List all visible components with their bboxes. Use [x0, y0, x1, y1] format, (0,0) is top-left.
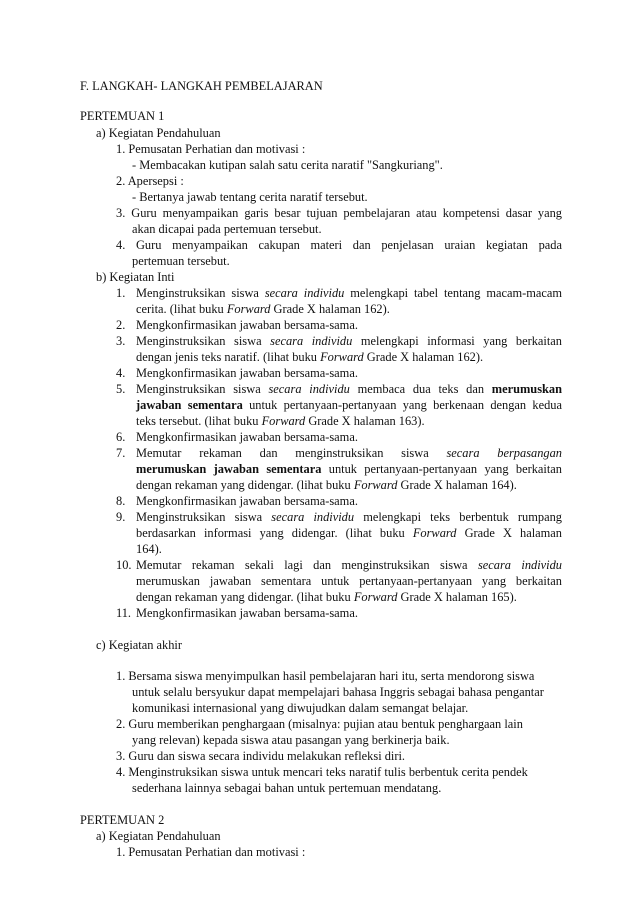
b-item5-line2: jawaban sementara untuk pertanyaan-pertanyaan yang berkenaan dengan kedua	[136, 398, 562, 412]
meeting2-a-title: a) Kegiatan Pendahuluan	[96, 829, 221, 843]
meeting1-c-title: c) Kegiatan akhir	[96, 638, 183, 652]
meeting1-b-title: b) Kegiatan Inti	[96, 270, 175, 284]
b-item3-line1: Menginstruksikan siswa secara individu melengkapi informasi yang berkaitan	[136, 334, 562, 348]
b-item3-line2: dengan jenis teks naratif. (lihat buku Forward Grade X halaman 162).	[136, 350, 484, 364]
meeting1-a-item3-line1: 3. Guru menyampaikan garis besar tujuan pembelajaran atau kompetensi dasar yang	[116, 206, 562, 220]
b-item6-number: 6.	[116, 430, 126, 444]
b-item11-line1: Mengkonfirmasikan jawaban bersama-sama.	[136, 606, 358, 620]
b-item9-line2: berdasarkan informasi yang didengar. (lihat buku Forward Grade X halaman	[136, 526, 562, 540]
b-item4-line1: Mengkonfirmasikan jawaban bersama-sama.	[136, 366, 358, 380]
meeting2-title: PERTEMUAN 2	[80, 813, 165, 827]
b-item11-number: 11.	[116, 606, 132, 620]
section-heading: F. LANGKAH- LANGKAH PEMBELAJARAN	[80, 79, 323, 93]
b-item9-line3: 164).	[136, 542, 162, 556]
b-item2-line1: Mengkonfirmasikan jawaban bersama-sama.	[136, 318, 358, 332]
b-item7-line2: merumuskan jawaban sementara untuk pertanyaan-pertanyaan yang berkaitan	[136, 462, 562, 476]
meeting1-a-item4-line2: pertemuan tersebut.	[132, 254, 230, 268]
b-item1-line1: Menginstruksikan siswa secara individu melengkapi tabel tentang macam-macam	[136, 286, 562, 300]
meeting1-a-title: a) Kegiatan Pendahuluan	[96, 126, 221, 140]
c-item1-line1: 1. Bersama siswa menyimpulkan hasil pembelajaran hari itu, serta mendorong siswa	[116, 669, 535, 683]
b-item1-number: 1.	[116, 286, 126, 300]
b-item6-line1: Mengkonfirmasikan jawaban bersama-sama.	[136, 430, 358, 444]
b-item10-line3: dengan rekaman yang didengar. (lihat buku Forward Grade X halaman 165).	[136, 590, 517, 604]
b-item7-line3: dengan rekaman yang didengar. (lihat buku Forward Grade X halaman 164).	[136, 478, 517, 492]
meeting1-title: PERTEMUAN 1	[80, 109, 165, 123]
meeting1-a-item1: 1. Pemusatan Perhatian dan motivasi :	[116, 142, 306, 156]
meeting1-a-item1-sub: - Membacakan kutipan salah satu cerita naratif "Sangkuriang".	[132, 158, 443, 172]
c-item2-line2: yang relevan) kepada siswa atau pasangan yang berkinerja baik.	[132, 733, 450, 747]
b-item5-line3: teks tersebut. (lihat buku Forward Grade X halaman 163).	[136, 414, 425, 428]
c-item1-line3: komunikasi internasional yang diwujudkan dalam semangat belajar.	[132, 701, 469, 715]
b-item7-number: 7.	[116, 446, 126, 460]
meeting1-a-item3-line2: akan dicapai pada pertemuan tersebut.	[132, 222, 322, 236]
b-item10-line2: merumuskan jawaban sementara untuk pertanyaan-pertanyaan yang berkaitan	[136, 574, 562, 588]
meeting2-a-item1: 1. Pemusatan Perhatian dan motivasi :	[116, 845, 306, 859]
c-item1-line2: untuk selalu bersyukur dapat mempelajari bahasa Inggris sebagai bahasa pengantar	[132, 685, 544, 699]
b-item8-line1: Mengkonfirmasikan jawaban bersama-sama.	[136, 494, 358, 508]
b-item9-line1: Menginstruksikan siswa secara individu melengkapi teks berbentuk rumpang	[136, 510, 562, 524]
meeting1-a-item4-line1: 4. Guru menyampaikan cakupan materi dan penjelasan uraian kegiatan pada	[116, 238, 562, 252]
b-item10-line1: Memutar rekaman sekali lagi dan menginstruksikan siswa secara individu	[136, 558, 562, 572]
b-item5-number: 5.	[116, 382, 126, 396]
b-item2-number: 2.	[116, 318, 126, 332]
c-item4-line1: 4. Menginstruksikan siswa untuk mencari teks naratif tulis berbentuk cerita pendek	[116, 765, 528, 779]
b-item9-number: 9.	[116, 510, 126, 524]
c-item3-line1: 3. Guru dan siswa secara individu melakukan refleksi diri.	[116, 749, 406, 763]
b-item1-line2: cerita. (lihat buku Forward Grade X halaman 162).	[136, 302, 390, 316]
b-item5-line1: Menginstruksikan siswa secara individu membaca dua teks dan merumuskan	[136, 382, 562, 396]
b-item3-number: 3.	[116, 334, 126, 348]
b-item10-number: 10.	[116, 558, 132, 572]
meeting1-a-item2: 2. Apersepsi :	[116, 174, 184, 188]
b-item8-number: 8.	[116, 494, 126, 508]
meeting1-a-item2-sub: - Bertanya jawab tentang cerita naratif tersebut.	[132, 190, 368, 204]
c-item2-line1: 2. Guru memberikan penghargaan (misalnya: pujian atau bentuk penghargaan lain	[116, 717, 523, 731]
b-item4-number: 4.	[116, 366, 126, 380]
c-item4-line2: sederhana lainnya sebagai bahan untuk pertemuan mendatang.	[132, 781, 442, 795]
b-item7-line1: Memutar rekaman dan menginstruksikan siswa secara berpasangan	[136, 446, 562, 460]
